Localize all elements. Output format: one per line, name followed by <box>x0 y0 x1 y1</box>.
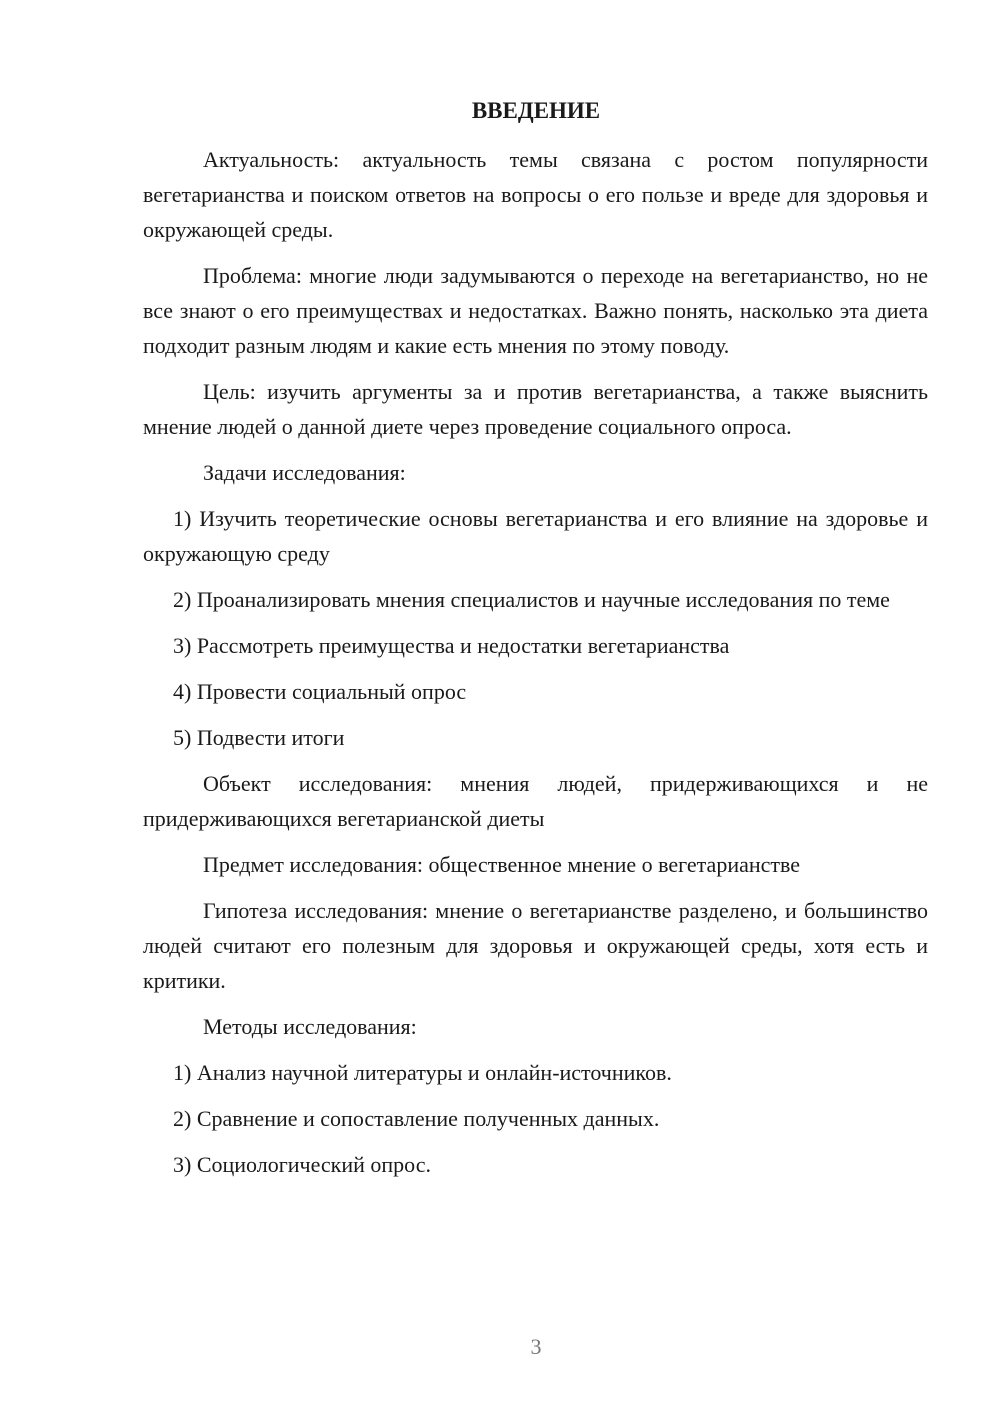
subject-paragraph: Предмет исследования: общественное мнение о вегетарианстве <box>203 852 801 877</box>
page-number: 3 <box>530 1334 542 1359</box>
object-paragraph: Объект исследования: мнения людей, придерживающихся и не придерживающихся вегетарианской диеты <box>143 771 928 831</box>
relevance-paragraph: Актуальность: актуальность темы связана с ростом популярности вегетарианства и поиском ответов на вопросы о его пользе и вреде для здоровья и окружающей среды. <box>143 147 928 242</box>
task-item: 3) Рассмотреть преимущества и недостатки вегетарианства <box>173 633 730 658</box>
section-title: ВВЕДЕНИЕ <box>471 98 601 123</box>
goal-paragraph: Цель: изучить аргументы за и против вегетарианства, а также выяснить мнение людей о данной диете через проведение социального опроса. <box>143 379 928 439</box>
tasks-heading: Задачи исследования: <box>203 460 406 485</box>
method-item: 3) Социологический опрос. <box>173 1152 431 1177</box>
task-item: 2) Проанализировать мнения специалистов и научные исследования по теме <box>173 587 890 612</box>
method-item: 2) Сравнение и сопоставление полученных данных. <box>173 1106 660 1131</box>
problem-paragraph: Проблема: многие люди задумываются о переходе на вегетарианство, но не все знают о его преимуществах и недостатках. Важно понять, насколько эта диета подходит разным людям и какие есть мнения по этому поводу. <box>143 263 928 358</box>
methods-heading: Методы исследования: <box>203 1014 417 1039</box>
method-item: 1) Анализ научной литературы и онлайн-источников. <box>173 1060 672 1085</box>
hypothesis-paragraph: Гипотеза исследования: мнение о вегетарианстве разделено, и большинство людей считают его полезным для здоровья и окружающей среды, хотя есть и критики. <box>143 898 928 993</box>
document-body <box>143 142 928 1193</box>
task-item: 5) Подвести итоги <box>173 725 345 750</box>
task-item: 1) Изучить теоретические основы вегетарианства и его влияние на здоровье и окружающую среду <box>143 506 928 566</box>
task-item: 4) Провести социальный опрос <box>173 679 467 704</box>
